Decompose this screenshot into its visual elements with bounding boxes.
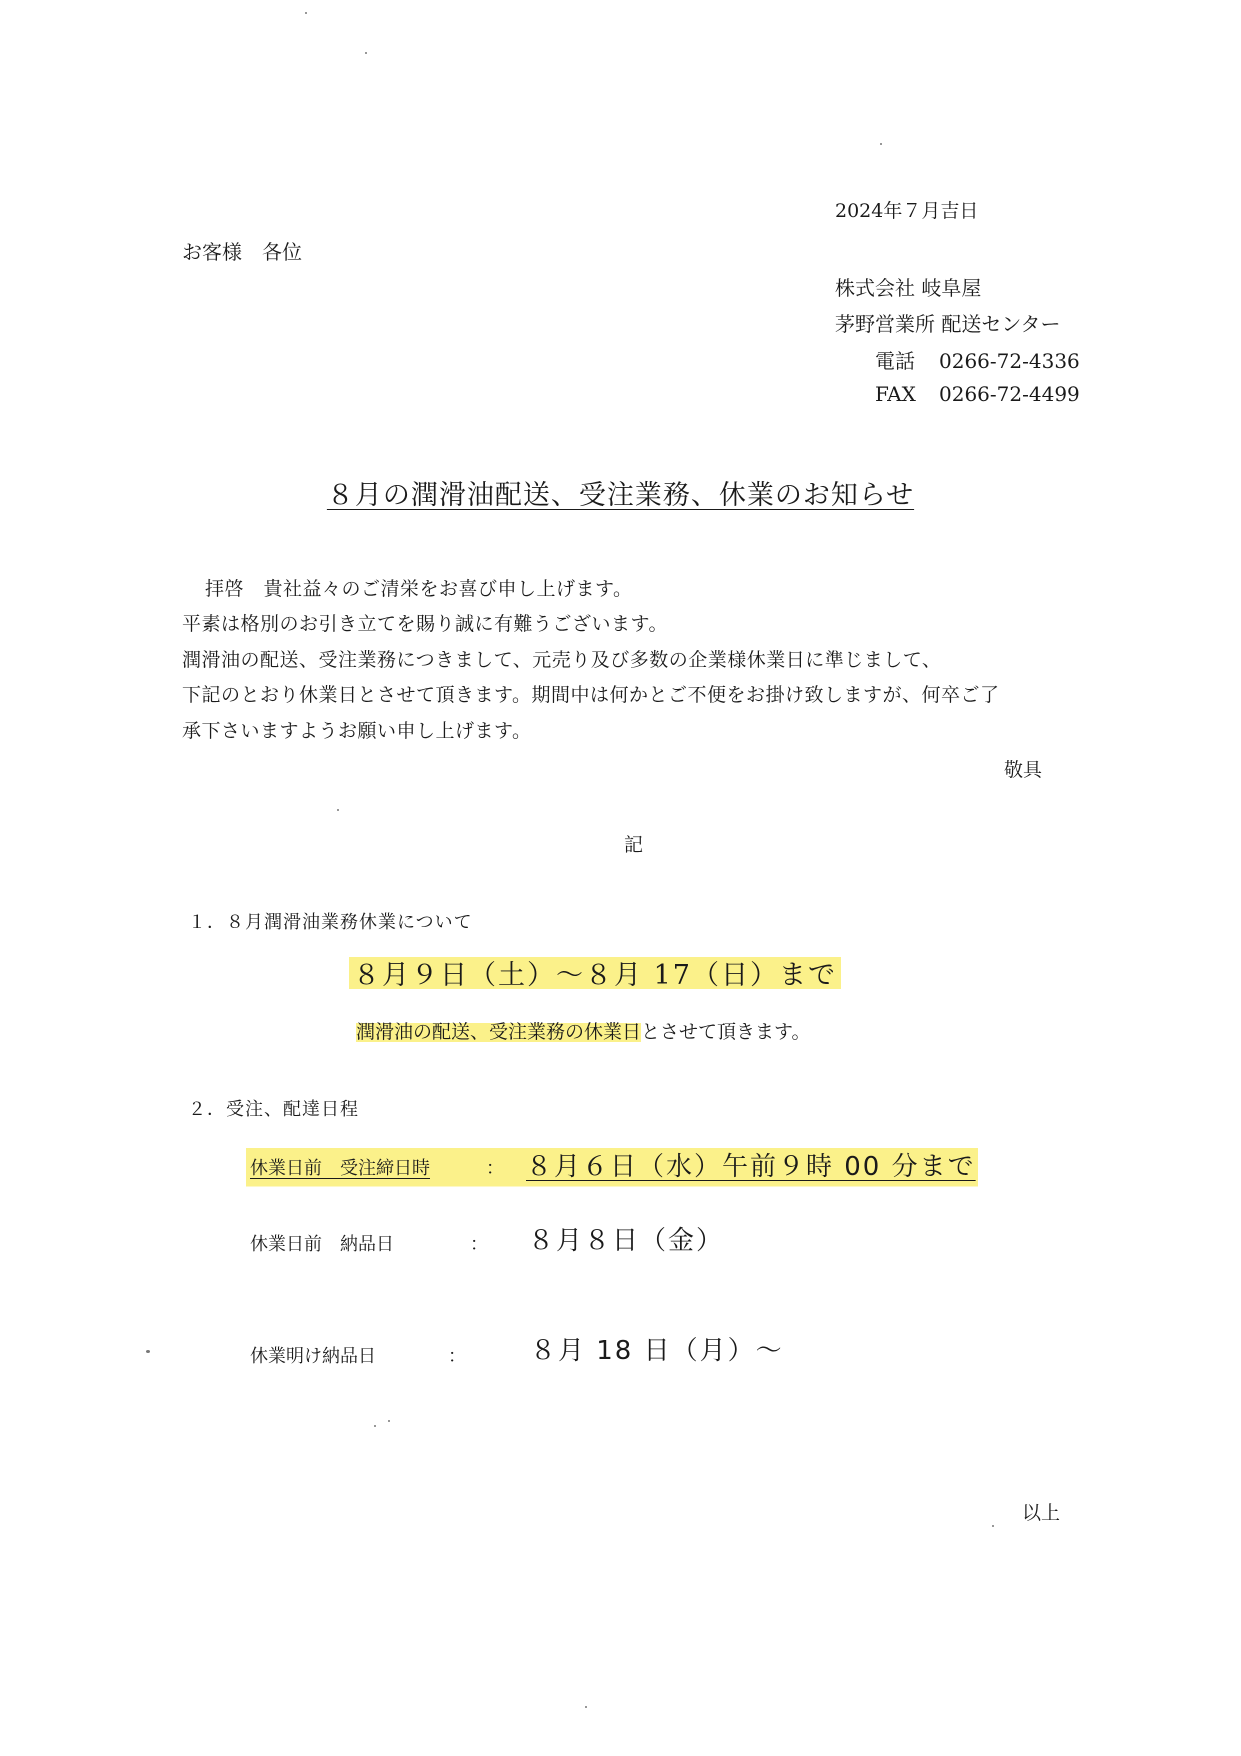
body-line: 潤滑油の配送、受注業務につきまして、元売り及び多数の企業様休業日に準じまして、 bbox=[182, 649, 942, 671]
scan-speck bbox=[337, 809, 339, 811]
scan-speck bbox=[992, 1525, 994, 1527]
closure-note bbox=[356, 1017, 811, 1044]
section2-heading: ２．受注、配達日程 bbox=[188, 1099, 359, 1120]
scan-speck bbox=[305, 12, 307, 14]
ki-marker: 記 bbox=[624, 834, 644, 856]
schedule-colon: ： bbox=[486, 1158, 504, 1179]
document-date: 2024年７月吉日 bbox=[835, 200, 979, 222]
fax-label: FAX bbox=[875, 382, 916, 406]
section1-heading: １．８月潤滑油業務休業について bbox=[188, 912, 473, 933]
scan-speck bbox=[146, 1350, 150, 1353]
schedule-value: ８月６日（水）午前９時 00 分まで bbox=[526, 1152, 976, 1182]
schedule-row-order-deadline bbox=[246, 1146, 978, 1192]
scan-speck bbox=[365, 52, 367, 54]
schedule-label: 休業明け納品日 bbox=[250, 1346, 376, 1367]
schedule-colon: ： bbox=[470, 1234, 488, 1255]
body-line: 下記のとおり休業日とさせて頂きます。期間中は何かとご不便をお掛け致しますが、何卒ご了 bbox=[182, 684, 1000, 706]
body-line: 平素は格別のお引き立てを賜り誠に有難うございます。 bbox=[182, 613, 668, 635]
sender-phone bbox=[875, 345, 1080, 374]
body-line: 拝啓 貴社益々のご清栄をお喜び申し上げます。 bbox=[205, 578, 633, 600]
schedule-label: 休業日前 納品日 bbox=[250, 1234, 394, 1255]
closure-note-rest: とさせて頂きます。 bbox=[641, 1021, 811, 1043]
phone-number: 0266-72-4336 bbox=[939, 349, 1080, 373]
schedule-colon: ： bbox=[448, 1346, 466, 1367]
sender-branch: 茅野営業所 配送センター bbox=[835, 312, 1061, 336]
scan-speck bbox=[374, 1425, 376, 1427]
sender-fax bbox=[875, 382, 1080, 406]
schedule-value: ８月８日（金） bbox=[528, 1226, 725, 1256]
schedule-row-last-delivery bbox=[250, 1220, 950, 1260]
title-text: ８月の潤滑油配送、受注業務、休業のお知らせ bbox=[326, 480, 915, 511]
recipient: お客様 各位 bbox=[182, 240, 302, 264]
closure-period: ８月９日（土）～８月 17（日）まで bbox=[349, 953, 841, 992]
schedule-value: ８月 18 日（月）～ bbox=[530, 1336, 784, 1366]
scan-speck bbox=[880, 143, 882, 145]
schedule-row-resume-delivery bbox=[250, 1330, 950, 1370]
document-title bbox=[0, 473, 1241, 512]
closure-note-highlight: 潤滑油の配送、受注業務の休業日 bbox=[356, 1021, 642, 1043]
scan-speck bbox=[388, 1420, 390, 1422]
scan-speck bbox=[585, 1706, 587, 1708]
body-line: 承下さいますようお願い申し上げます。 bbox=[182, 720, 532, 742]
fax-number: 0266-72-4499 bbox=[939, 382, 1080, 406]
end-marker: 以上 bbox=[1022, 1502, 1061, 1524]
schedule-label: 休業日前 受注締日時 bbox=[250, 1158, 430, 1179]
sender-company: 株式会社 岐阜屋 bbox=[835, 276, 982, 300]
closing-keigu: 敬具 bbox=[1004, 759, 1043, 781]
phone-label: 電話 bbox=[875, 349, 915, 373]
